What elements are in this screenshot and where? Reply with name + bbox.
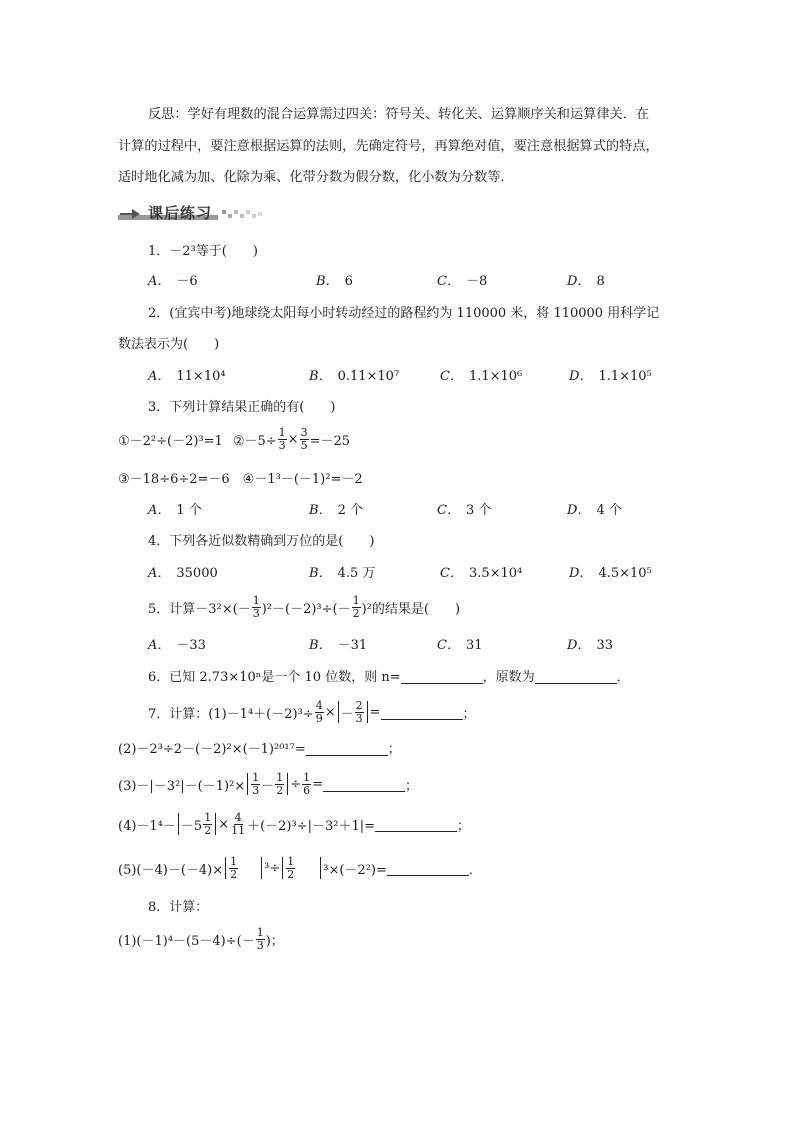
- q5-fraction-2: $\frac{1}{2}$: [352, 593, 360, 620]
- q5-option-a[interactable]: A． －33: [148, 638, 206, 653]
- q7-part-3: (3)－|－3²|－(－1)²× $\frac{1}{3}$ － $\frac{1}{2}$ ÷ $\frac{1}{6}$ = ；: [118, 770, 419, 797]
- q5-stem: 5．计算－3²×(－ $\frac{1}{3}$ )²－(－2)³÷(－ $\frac{1}{2}$ )²的结果是( ): [148, 593, 461, 620]
- q2-option-d[interactable]: D． 1.1×10⁵: [569, 369, 652, 384]
- q5-option-d[interactable]: D． 33: [567, 638, 613, 653]
- q7-answer-blank-4[interactable]: [375, 817, 457, 832]
- q5-option-b[interactable]: B． －31: [309, 638, 368, 653]
- q3-option-a[interactable]: A． 1 个: [148, 503, 202, 518]
- q4-option-a[interactable]: A． 35000: [148, 566, 218, 581]
- reflection-line-3: 适时地化减为加、化除为乘、化带分数为假分数，化小数为分数等．: [118, 170, 514, 185]
- q2-stem-line1: 2．(宜宾中考)地球绕太阳每小时转动经过的路程约为 110000 米，将 110000 用科学记: [148, 306, 660, 321]
- reflection-line-2: 计算的过程中，要注意根据运算的法则，先确定符号，再算绝对值，要注意根据算式的特点，: [118, 139, 659, 154]
- q7-part-5: (5)(－4)－(－4)× $\frac{1}{2}$ ³÷ $\frac{1}{2}$ ³×(－2²)= ．: [118, 854, 482, 881]
- q3-fraction-2: $\frac{3}{5}$: [300, 425, 308, 452]
- q2-option-b[interactable]: B． 0.11×10⁷: [309, 369, 400, 384]
- q7-answer-blank-5[interactable]: [387, 861, 469, 876]
- q8-part-1: (1)(－1)⁴－(5－4)÷(－ $\frac{1}{3}$ )；: [118, 925, 284, 952]
- q5-fraction-1: $\frac{1}{3}$: [252, 593, 260, 620]
- q4-option-d[interactable]: D． 4.5×10⁵: [569, 566, 652, 581]
- q2-option-c[interactable]: C． 1.1×10⁶: [440, 369, 523, 384]
- q3-option-c[interactable]: C． 3 个: [437, 503, 492, 518]
- q3-stem: 3．下列计算结果正确的有( ): [148, 400, 336, 415]
- q6-stem: 6．已知 2.73×10ⁿ是一个 10 位数，则 n= ，原数为 ．: [148, 670, 630, 685]
- q3-items-3-4: ③－18÷6÷2=－6 ④－1³－(－1)²=－2: [118, 472, 363, 487]
- q7-part-2: (2)－2³÷2－(－2)²×(－1)²⁰¹⁷= ；: [118, 742, 401, 757]
- reflection-line-1: 反思：学好有理数的混合运算需过四关：符号关、转化关、运算顺序关和运算律关．在: [148, 107, 650, 122]
- q1-option-b[interactable]: B． 6: [316, 274, 353, 289]
- q4-stem: 4．下列各近似数精确到万位的是( ): [148, 534, 375, 549]
- q8-stem: 8．计算：: [148, 900, 209, 915]
- q7-part-1: 7．计算：(1)－1⁴＋(－2)³÷ $\frac{4}{9}$ × － $\frac{2}{3}$ = ；: [148, 698, 476, 725]
- q4-option-c[interactable]: C． 3.5×10⁴: [440, 566, 523, 581]
- q5-option-c[interactable]: C． 31: [437, 638, 483, 653]
- q3-option-b[interactable]: B． 2 个: [309, 503, 363, 518]
- q7-answer-blank-3[interactable]: [323, 777, 405, 792]
- q6-answer-blank-number[interactable]: [535, 669, 617, 684]
- q3-option-d[interactable]: D． 4 个: [567, 503, 622, 518]
- section-header: [118, 202, 270, 222]
- q1-option-a[interactable]: A． －6: [148, 274, 198, 289]
- q7-answer-blank-2[interactable]: [306, 741, 388, 756]
- q1-stem: 1．－2³等于( ): [148, 244, 258, 259]
- q3-items-1-2: ①－2²÷(－2)³=1 ②－5÷ $\frac{1}{3}$ × $\frac{3}{5}$ =－25: [118, 425, 350, 452]
- q7-answer-blank-1[interactable]: [381, 705, 463, 720]
- q7-part-4: (4)－1⁴－ －5 $\frac{1}{2}$ × $\frac{4}{11}$ ＋(－2)³÷|－3²＋1|= ；: [118, 810, 471, 837]
- q2-stem-line2: 数法表示为( ): [118, 337, 220, 352]
- section-title: 课后练习: [148, 204, 213, 222]
- q3-fraction-1: $\frac{1}{3}$: [278, 425, 286, 452]
- q2-option-a[interactable]: A． 11×10⁴: [148, 369, 226, 384]
- q1-option-c[interactable]: C． －8: [437, 274, 488, 289]
- q6-answer-blank-n[interactable]: [401, 669, 483, 684]
- q4-option-b[interactable]: B． 4.5 万: [309, 566, 376, 581]
- q1-option-d[interactable]: D． 8: [567, 274, 605, 289]
